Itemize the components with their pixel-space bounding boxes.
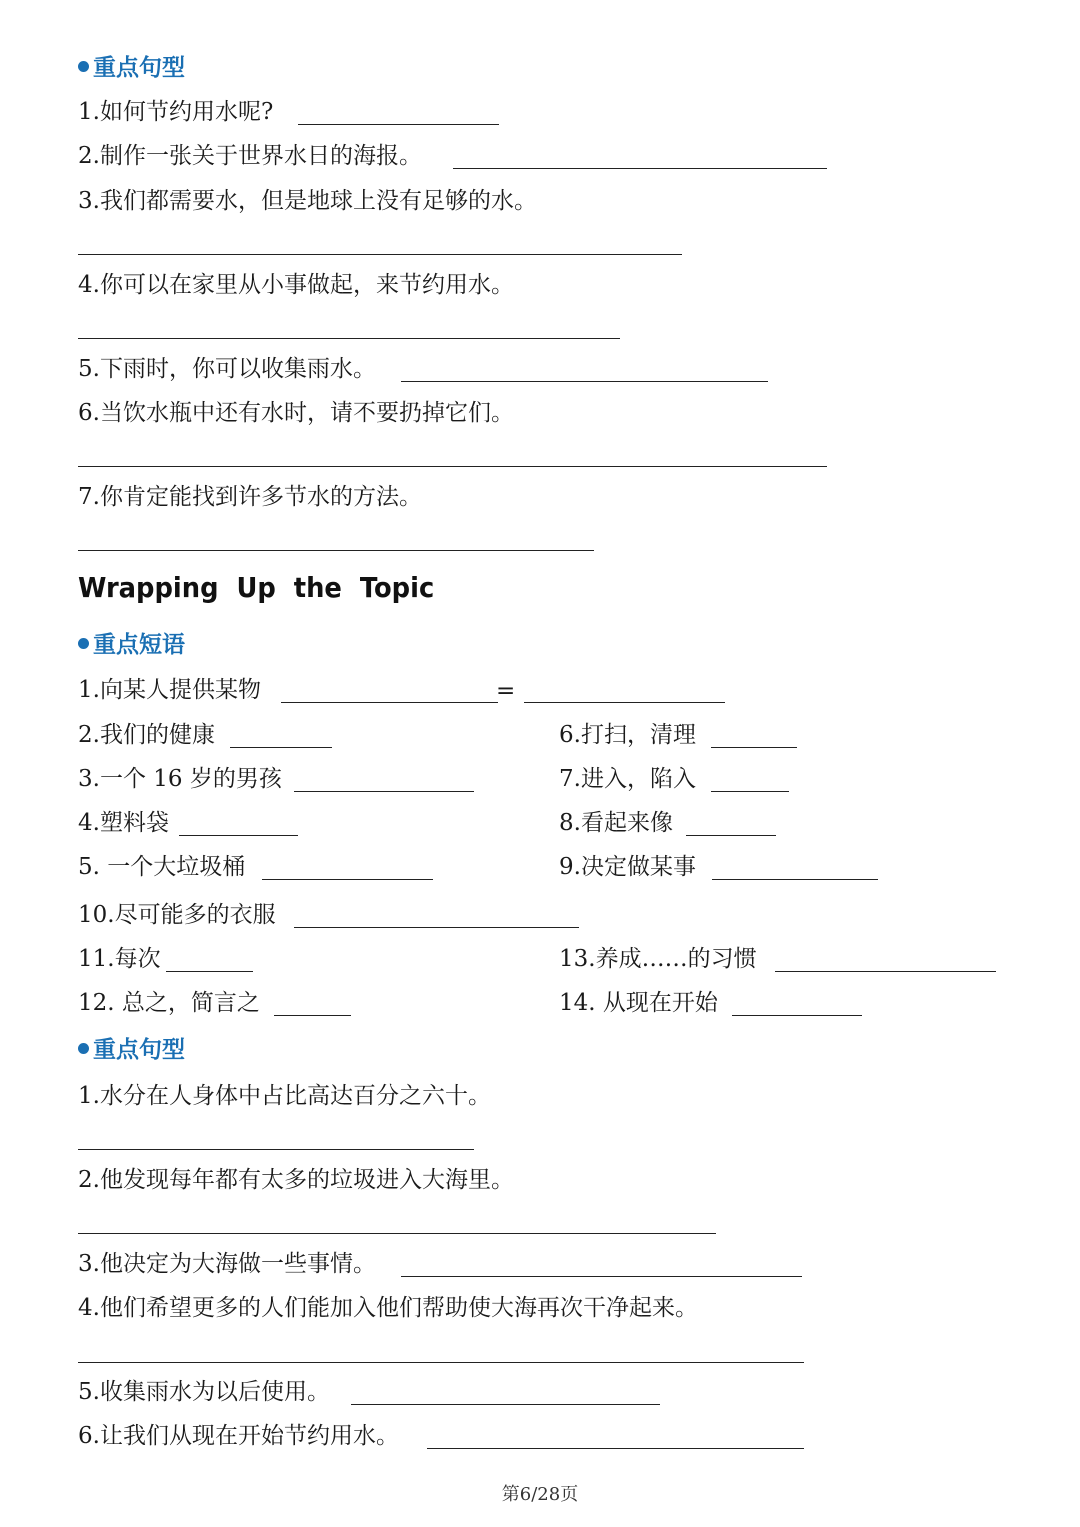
phrase-1: 1.向某人提供某物 bbox=[78, 677, 261, 703]
answer-blank[interactable] bbox=[78, 466, 827, 467]
section-header bbox=[78, 634, 185, 657]
phrase-4: 4.塑料袋 bbox=[78, 810, 169, 836]
sentence-3: 3.他决定为大海做一些事情。 bbox=[78, 1251, 376, 1277]
answer-blank[interactable] bbox=[401, 1276, 802, 1277]
phrase-5: 5. 一个大垃圾桶 bbox=[78, 854, 246, 880]
sentence-6: 6.当饮水瓶中还有水时，请不要扔掉它们。 bbox=[78, 400, 514, 426]
section-header-label: 重点句型 bbox=[93, 55, 185, 81]
bullet-dot-icon bbox=[78, 638, 89, 649]
answer-blank[interactable] bbox=[78, 1362, 804, 1363]
section-header bbox=[78, 1039, 185, 1062]
sentence-2: 2.制作一张关于世界水日的海报。 bbox=[78, 143, 422, 169]
sentence-3: 3.我们都需要水，但是地球上没有足够的水。 bbox=[78, 188, 537, 214]
phrase-12: 12. 总之，简言之 bbox=[78, 990, 260, 1016]
sentence-5: 5.收集雨水为以后使用。 bbox=[78, 1379, 330, 1405]
sentence-4: 4.他们希望更多的人们能加入他们帮助使大海再次干净起来。 bbox=[78, 1295, 698, 1321]
sentence-4: 4.你可以在家里从小事做起，来节约用水。 bbox=[78, 272, 514, 298]
section-header-label: 重点短语 bbox=[93, 632, 185, 658]
sentence-1: 1.如何节约用水呢? bbox=[78, 99, 274, 125]
answer-blank[interactable] bbox=[78, 1233, 716, 1234]
sentence-7: 7.你肯定能找到许多节水的方法。 bbox=[78, 484, 422, 510]
sentence-5: 5.下雨时，你可以收集雨水。 bbox=[78, 356, 376, 382]
phrase-2: 2.我们的健康 bbox=[78, 722, 215, 748]
phrase-3: 3.一个 16 岁的男孩 bbox=[78, 766, 282, 792]
answer-blank[interactable] bbox=[686, 835, 776, 836]
phrase-10: 10.尽可能多的衣服 bbox=[78, 902, 276, 928]
answer-blank[interactable] bbox=[524, 702, 725, 703]
answer-blank[interactable] bbox=[166, 971, 253, 972]
section-header-label: 重点句型 bbox=[93, 1037, 185, 1063]
bullet-dot-icon bbox=[78, 1043, 89, 1054]
phrase-6: 6.打扫，清理 bbox=[559, 722, 696, 748]
sentence-6: 6.让我们从现在开始节约用水。 bbox=[78, 1423, 399, 1449]
answer-blank[interactable] bbox=[711, 747, 797, 748]
equals-sign: = bbox=[496, 678, 516, 704]
answer-blank[interactable] bbox=[775, 971, 996, 972]
answer-blank[interactable] bbox=[711, 791, 789, 792]
sentence-2: 2.他发现每年都有太多的垃圾进入大海里。 bbox=[78, 1167, 514, 1193]
phrase-13: 13.养成……的习惯 bbox=[559, 946, 757, 972]
answer-blank[interactable] bbox=[78, 550, 594, 551]
answer-blank[interactable] bbox=[179, 835, 298, 836]
answer-blank[interactable] bbox=[298, 124, 499, 125]
section-header bbox=[78, 57, 185, 80]
answer-blank[interactable] bbox=[230, 747, 332, 748]
answer-blank[interactable] bbox=[78, 338, 620, 339]
answer-blank[interactable] bbox=[712, 879, 878, 880]
phrase-9: 9.决定做某事 bbox=[559, 854, 696, 880]
answer-blank[interactable] bbox=[274, 1015, 351, 1016]
answer-blank[interactable] bbox=[281, 702, 498, 703]
answer-blank[interactable] bbox=[294, 791, 474, 792]
sentence-1: 1.水分在人身体中占比高达百分之六十。 bbox=[78, 1083, 491, 1109]
page-number: 第6/28页 bbox=[501, 1484, 579, 1505]
answer-blank[interactable] bbox=[262, 879, 433, 880]
section-title: Wrapping Up the Topic bbox=[78, 571, 435, 604]
answer-blank[interactable] bbox=[294, 927, 579, 928]
answer-blank[interactable] bbox=[78, 1149, 474, 1150]
phrase-11: 11.每次 bbox=[78, 946, 161, 972]
phrase-14: 14. 从现在开始 bbox=[559, 990, 718, 1016]
answer-blank[interactable] bbox=[732, 1015, 862, 1016]
answer-blank[interactable] bbox=[427, 1448, 804, 1449]
answer-blank[interactable] bbox=[78, 254, 682, 255]
answer-blank[interactable] bbox=[401, 381, 768, 382]
answer-blank[interactable] bbox=[453, 168, 827, 169]
answer-blank[interactable] bbox=[351, 1404, 660, 1405]
bullet-dot-icon bbox=[78, 61, 89, 72]
phrase-7: 7.进入，陷入 bbox=[559, 766, 696, 792]
phrase-8: 8.看起来像 bbox=[559, 810, 673, 836]
